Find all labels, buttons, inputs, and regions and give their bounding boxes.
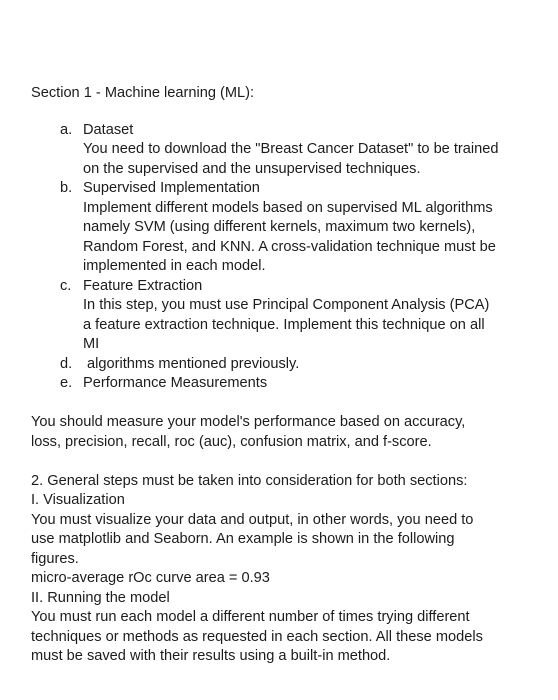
list-marker: a.	[60, 121, 73, 138]
list-marker: b.	[60, 180, 73, 196]
list-item-text: You need to download the "Breast Cancer Dataset" to be trained	[83, 141, 499, 157]
list-item-text: Implement different models based on supervised ML algorithms	[83, 199, 493, 216]
list-item-b	[31, 179, 546, 277]
body-text-line: You must visualize your data and output, in other words, you need to	[31, 511, 474, 528]
body-text-line: must be saved with their results using a built-in method.	[31, 648, 391, 664]
list-item-c	[31, 277, 546, 355]
list-marker: d.	[60, 355, 73, 372]
body-text-line: figures.	[31, 550, 79, 567]
list-item-text: In this step, you must use Principal Component Analysis (PCA)	[83, 297, 490, 313]
section-1-title: Section 1 - Machine learning (ML):	[31, 85, 255, 101]
list-item-text: algorithms mentioned previously.	[83, 355, 300, 372]
list-item-a	[31, 121, 546, 180]
list-marker: c.	[60, 277, 72, 294]
roc-curve-area-text: micro-average rOc curve area = 0.93	[31, 570, 270, 586]
list-item-d	[31, 355, 546, 375]
list-item-text: a feature extraction technique. Implement this technique on all	[83, 316, 485, 333]
document-body	[31, 84, 546, 667]
list-item-heading: Feature Extraction	[83, 277, 203, 294]
list-item-heading: Performance Measurements	[83, 375, 268, 391]
subheading-visualization: I. Visualization	[31, 492, 125, 508]
subheading-running-model: II. Running the model	[31, 589, 170, 606]
list-item-text: Random Forest, and KNN. A cross-validation technique must be	[83, 238, 496, 255]
list-item-heading: Dataset	[83, 121, 134, 138]
list-item-text: on the supervised and the unsupervised techniques.	[83, 160, 421, 177]
list-item-text: MI	[83, 336, 100, 352]
body-text-line: techniques or methods as requested in each section. All these models	[31, 628, 483, 645]
performance-note-line: You should measure your model's performance based on accuracy,	[31, 414, 466, 430]
list-item-text: implemented in each model.	[83, 258, 266, 274]
performance-note-line: loss, precision, recall, roc (auc), confusion matrix, and f-score.	[31, 433, 432, 450]
list-item-heading: Supervised Implementation	[83, 180, 260, 196]
body-text-line: You must run each model a different number of times trying different	[31, 609, 470, 625]
list-item-e	[31, 374, 546, 394]
list-marker: e.	[60, 375, 73, 391]
section-2-title: 2. General steps must be taken into consideration for both sections:	[31, 472, 468, 489]
list-item-text: namely SVM (using different kernels, maximum two kernels),	[83, 219, 476, 235]
section-1-list	[31, 121, 546, 394]
body-text-line: use matplotlib and Seaborn. An example is shown in the following	[31, 531, 455, 547]
